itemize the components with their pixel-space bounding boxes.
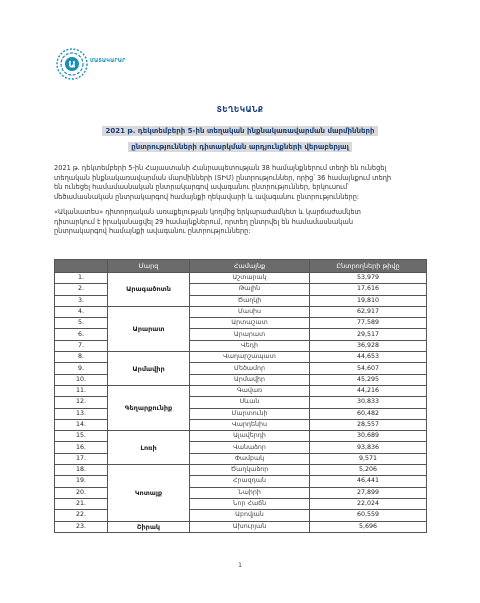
community-cell: Թալին — [190, 284, 310, 295]
voters-cell: 44,653 — [310, 352, 427, 363]
community-cell: Վաղարշապատ — [190, 352, 310, 363]
community-cell: Արտաշատ — [190, 318, 310, 329]
communities-table — [54, 259, 427, 533]
row-number: 5. — [55, 318, 108, 329]
table-row — [55, 465, 427, 476]
community-cell: Նաիրի — [190, 487, 310, 498]
community-cell: Մասիս — [190, 306, 310, 317]
row-number: 17. — [55, 453, 108, 464]
community-cell: Սևան — [190, 397, 310, 408]
row-number: 20. — [55, 487, 108, 498]
voters-cell: 27,899 — [310, 487, 427, 498]
voters-cell: 5,696 — [310, 521, 427, 532]
voters-cell: 30,689 — [310, 431, 427, 442]
region-cell: Լոռի — [108, 431, 190, 465]
row-number: 19. — [55, 476, 108, 487]
community-cell: Աբովյան — [190, 510, 310, 521]
svg-text:Ա: Ա — [68, 60, 76, 71]
voters-cell: 22,024 — [310, 498, 427, 509]
row-number: 15. — [55, 431, 108, 442]
row-number: 3. — [55, 295, 108, 306]
document-subtitle-line-1: 2021 թ. դեկտեմբերի 5-ին տեղական ինքնակառավարման մարմինների — [0, 127, 480, 135]
logo-text: ՄԱՏԱԿԱՐԱՐ — [90, 58, 126, 64]
intro-paragraph: 2021 թ. դեկտեմբերի 5-ին Հայաստանի Հանրապետության 38 համայնքներում տեղի են ունեցել տեղական ինքնակառավարման մարմինների (ՏԻՄ) ընտրություններ, որից՝ 36 համայնքում տեղի են ունեցել համամասնական ընտրակարգով ավագանու ընտրություններ, երկուսում՝ մեծամասնական ընտրակարգով համայնքի ղեկավարի և ավագանու ընտրությունները: — [54, 164, 392, 201]
table-row — [55, 521, 427, 532]
voters-cell: 9,571 — [310, 453, 427, 464]
row-number: 2. — [55, 284, 108, 295]
voters-cell: 60,482 — [310, 408, 427, 419]
row-number: 21. — [55, 498, 108, 509]
voters-cell: 93,836 — [310, 442, 427, 453]
community-cell: Ալավերդի — [190, 431, 310, 442]
voters-cell: 44,216 — [310, 385, 427, 396]
document-subtitle-line-2: ընտրությունների դիտարկման արդյունքների վերաբերյալ — [0, 143, 480, 151]
region-cell: Արագածոտն — [108, 273, 190, 307]
row-number: 22. — [55, 510, 108, 521]
region-cell: Արարատ — [108, 306, 190, 351]
row-number: 4. — [55, 306, 108, 317]
community-cell: Ծաղկի — [190, 295, 310, 306]
region-cell: Կոտայք — [108, 465, 190, 521]
table-header-row — [55, 260, 427, 273]
voters-cell: 17,616 — [310, 284, 427, 295]
voters-cell: 30,833 — [310, 397, 427, 408]
voters-cell: 36,928 — [310, 340, 427, 351]
community-cell: Նոր Հաճն — [190, 498, 310, 509]
voters-cell: 45,295 — [310, 374, 427, 385]
community-cell: Գավառ — [190, 385, 310, 396]
community-cell: Վեդի — [190, 340, 310, 351]
row-number: 11. — [55, 385, 108, 396]
region-cell: Արմավիր — [108, 352, 190, 386]
document-title: ՏԵՂԵԿԱՆՔ — [216, 105, 264, 114]
region-cell: Գեղարքունիք — [108, 385, 190, 430]
row-number: 16. — [55, 442, 108, 453]
observation-paragraph: «Ականատես» դիտորդական առաքելության կողմից երկարաժամկետ և կարճաժամկետ դիտարկում է իրականացվել 29 համայնքներում, որտեղ ընտրվել են համամասնական ընտրակարգով համայնքի ավագանու ընտրությունները: — [54, 208, 361, 236]
table-row — [55, 273, 427, 284]
row-number: 1. — [55, 273, 108, 284]
row-number: 12. — [55, 397, 108, 408]
row-number: 8. — [55, 352, 108, 363]
row-number: 10. — [55, 374, 108, 385]
community-cell: Ծաղկաձոր — [190, 465, 310, 476]
voters-cell: 77,589 — [310, 318, 427, 329]
community-cell: Վարդենիս — [190, 419, 310, 430]
community-cell: Փամբակ — [190, 453, 310, 464]
voters-cell: 62,917 — [310, 306, 427, 317]
community-cell: Մարտունի — [190, 408, 310, 419]
row-number: 6. — [55, 329, 108, 340]
page-number: 1 — [238, 562, 242, 569]
voters-cell: 29,517 — [310, 329, 427, 340]
table-row — [55, 352, 427, 363]
voters-cell: 60,559 — [310, 510, 427, 521]
voters-cell: 28,557 — [310, 419, 427, 430]
community-cell: Արարատ — [190, 329, 310, 340]
voters-cell: 54,607 — [310, 363, 427, 374]
community-cell: Հրազդան — [190, 476, 310, 487]
community-cell: Ախուրյան — [190, 521, 310, 532]
organization-logo — [54, 44, 132, 84]
row-number: 18. — [55, 465, 108, 476]
voters-cell: 53,979 — [310, 273, 427, 284]
voters-cell: 19,810 — [310, 295, 427, 306]
community-cell: Աշտարակ — [190, 273, 310, 284]
community-cell: Վանաձոր — [190, 442, 310, 453]
community-cell: Արմավիր — [190, 374, 310, 385]
row-number: 13. — [55, 408, 108, 419]
header-community: Համայնք — [190, 260, 310, 273]
table-row — [55, 431, 427, 442]
row-number: 23. — [55, 521, 108, 532]
row-number: 7. — [55, 340, 108, 351]
header-voters: Ընտրողների թիվը — [310, 260, 427, 273]
header-number — [55, 260, 108, 273]
voters-cell: 46,441 — [310, 476, 427, 487]
community-cell: Մեծամոր — [190, 363, 310, 374]
row-number: 9. — [55, 363, 108, 374]
voters-cell: 5,206 — [310, 465, 427, 476]
header-region: Մարզ — [108, 260, 190, 273]
table-row — [55, 385, 427, 396]
table-row — [55, 306, 427, 317]
region-cell: Շիրակ — [108, 521, 190, 532]
row-number: 14. — [55, 419, 108, 430]
